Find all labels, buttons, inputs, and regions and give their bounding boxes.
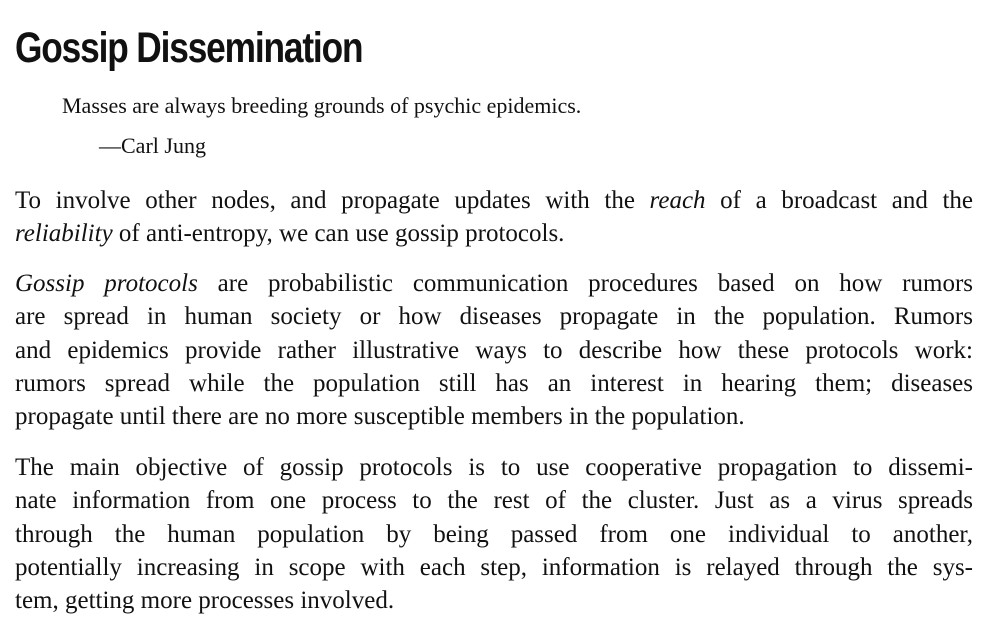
paragraph-line: and epidemics provide rather illustrative ways to describe how these protocols work: (15, 336, 973, 364)
document-page (15, 0, 973, 620)
text-run: To involve other nodes, and propagate updates with the (15, 187, 650, 214)
paragraph-3 (15, 451, 973, 617)
paragraph-1 (15, 184, 973, 251)
epigraph-attribution: —Carl Jung (99, 133, 206, 158)
paragraph-line (15, 217, 973, 250)
paragraph-line (15, 267, 973, 300)
section-title: Gossip Dissemination (15, 24, 363, 72)
italic-term: Gossip protocols (15, 270, 198, 297)
italic-term: reliability (15, 220, 113, 248)
text-run: of a broadcast and the (705, 187, 973, 214)
paragraph-2 (15, 267, 973, 433)
paragraph-line (15, 184, 973, 217)
paragraph-line: rumors spread while the population still has an interest in hearing them; diseases (15, 369, 973, 397)
paragraph-line: potentially increasing in scope with each step, information is relayed through the sys- (15, 553, 973, 581)
text-run: are probabilistic communication procedures based on how rumors (197, 270, 974, 297)
paragraph-line: propagate until there are no more susceptible members in the population. (15, 403, 745, 431)
paragraph-line: through the human population by being passed from one individual to another, (15, 520, 973, 548)
epigraph (62, 90, 762, 162)
paragraph-line: tem, getting more processes involved. (15, 587, 395, 615)
paragraph-line: The main objective of gossip protocols is to use cooperative propagation to dissemi- (15, 454, 973, 481)
italic-term: reach (649, 187, 706, 214)
text-run: of anti-entropy, we can use gossip protocols. (112, 220, 565, 248)
paragraph-line: are spread in human society or how diseases propagate in the population. Rumors (15, 303, 973, 331)
paragraph-line: nate information from one process to the rest of the cluster. Just as a virus spreads (15, 487, 973, 515)
epigraph-quote: Masses are always breeding grounds of psychic epidemics. (62, 93, 582, 118)
